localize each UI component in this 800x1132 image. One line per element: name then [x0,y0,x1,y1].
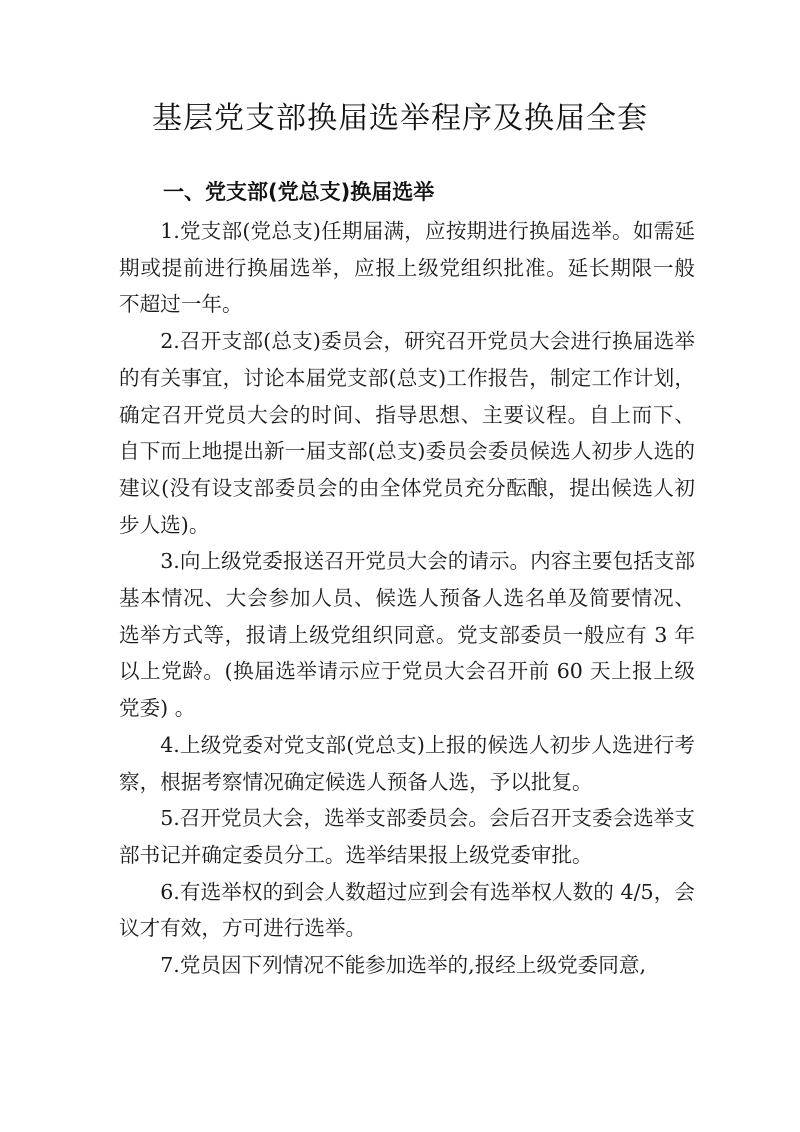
paragraph-1: 1.党支部(党总支)任期届满，应按期进行换届选举。如需延期或提前进行换届选举，应报上级党组织批准。延长期限一般不超过一年。 [119,219,695,317]
section-heading: 一、党支部(党总支)换届选举 [163,180,435,204]
document-title: 基层党支部换届选举程序及换届全套 [152,101,648,136]
paragraph-6: 6.有选举权的到会人数超过应到会有选举权人数的 4/5，会议才有效，方可进行选举。 [119,879,695,941]
paragraph-5: 5.召开党员大会，选举支部委员会。会后召开支委会选举支部书记并确定委员分工。选举结果报上级党委审批。 [119,806,695,867]
document-body [119,213,695,984]
paragraph-3: 3.向上级党委报送召开党员大会的请示。内容主要包括支部基本情况、大会参加人员、候选人预备人选名单及简要情况、选举方式等，报请上级党组织同意。党支部委员一般应有 3 年以上党龄。(换届选举请示应于党员大会召开前 60 天上报上级党委) 。 [119,549,695,721]
paragraph-7: 7.党员因下列情况不能参加选举的,报经上级党委同意, [160,953,646,978]
paragraph-4: 4.上级党委对党支部(党总支)上报的候选人初步人选进行考察，根据考察情况确定候选人预备人选，予以批复。 [119,732,695,794]
paragraph-2: 2.召开支部(总支)委员会，研究召开党员大会进行换届选举的有关事宜，讨论本届党支部(总支)工作报告，制定工作计划，确定召开党员大会的时间、指导思想、主要议程。自上而下、自下而上地提出新一届支部(总支)委员会委员候选人初步人选的建议(没有设支部委员会的由全体党员充分酝酿，提出候选人初步人选)。 [119,329,695,537]
